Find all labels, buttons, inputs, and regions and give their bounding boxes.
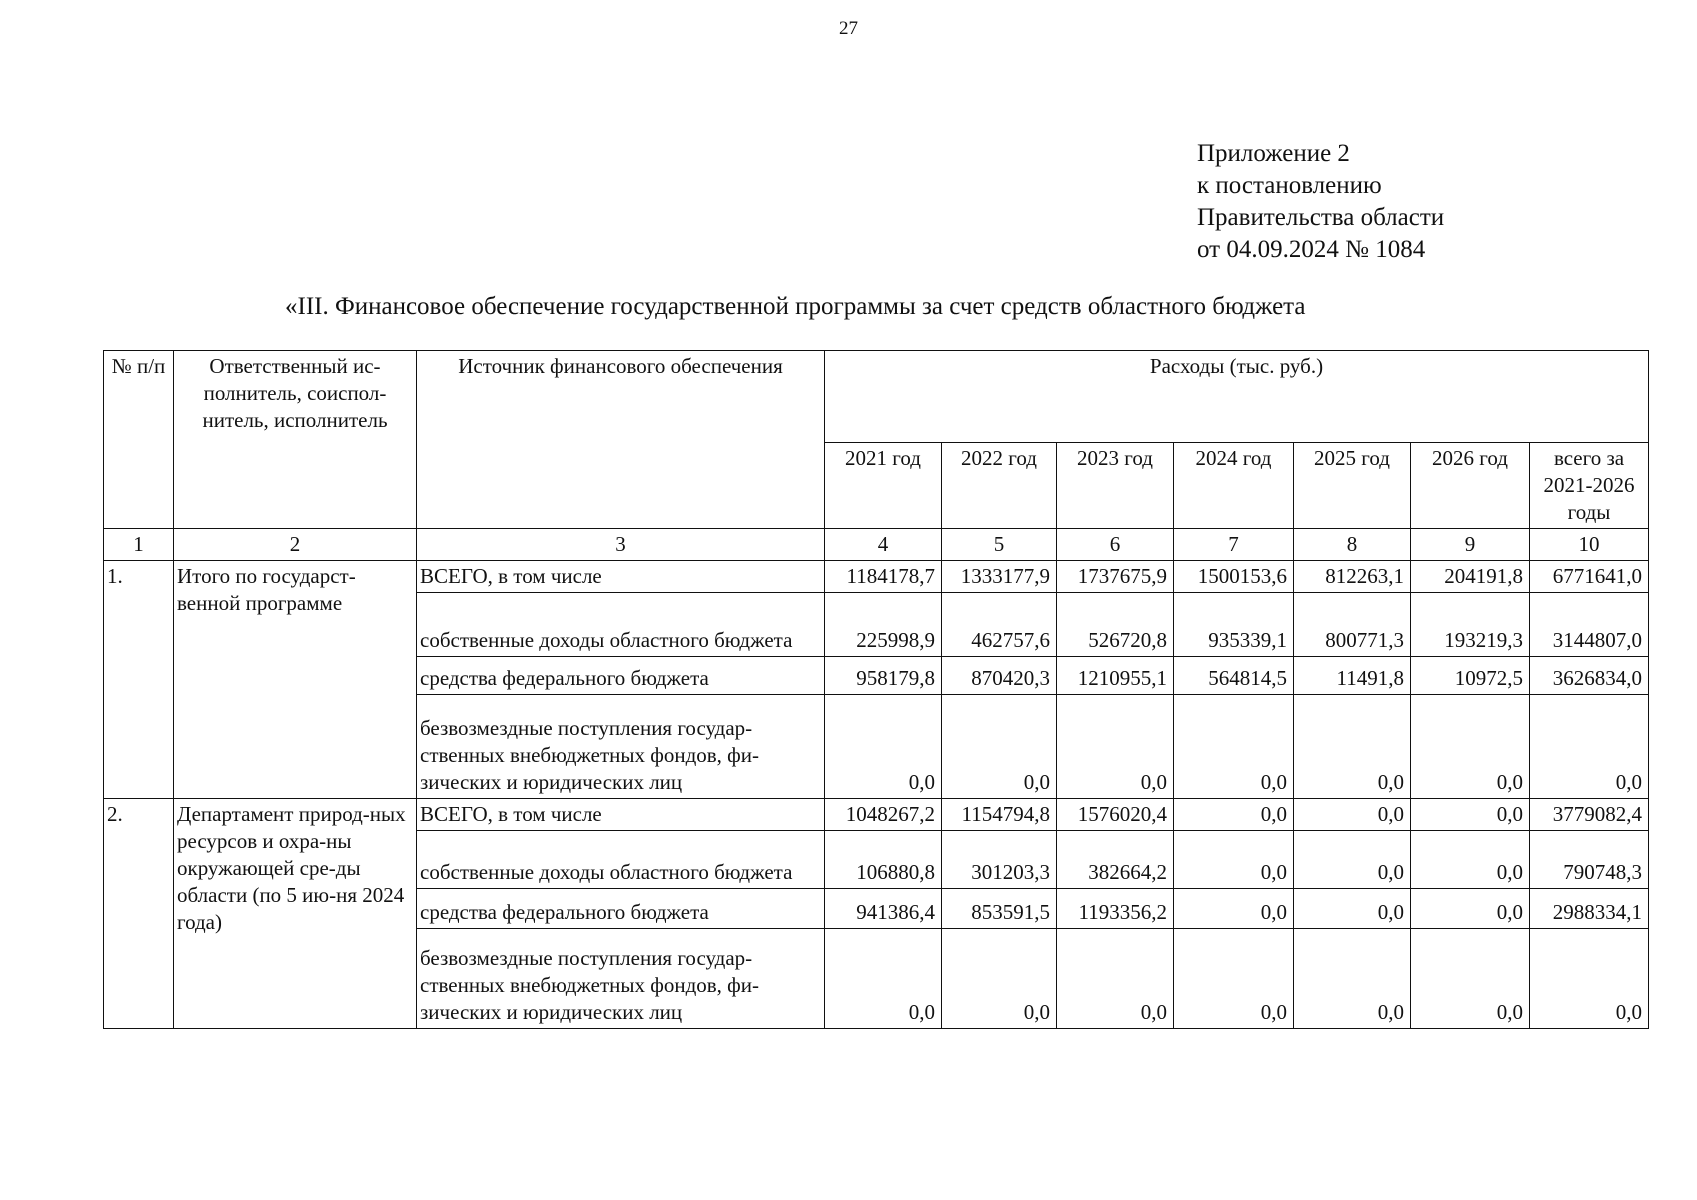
cell-value: 193219,3: [1411, 593, 1530, 657]
cell-value: 564814,5: [1174, 657, 1294, 695]
cell-value: 0,0: [1411, 831, 1530, 889]
cell-value: 0,0: [1294, 799, 1411, 831]
appendix-block: [1197, 138, 1444, 266]
cell-value: 0,0: [1294, 695, 1411, 799]
cell-value: 800771,3: [1294, 593, 1411, 657]
cell-value: 853591,5: [942, 889, 1057, 929]
header-year: 2024 год: [1174, 443, 1294, 529]
cell-value: 0,0: [1174, 695, 1294, 799]
cell-value: 0,0: [1174, 929, 1294, 1029]
table-row: [104, 561, 1649, 593]
cell-value: 1210955,1: [1057, 657, 1174, 695]
row-source: безвозмездные поступления государ-ственных внебюджетных фондов, фи-зических и юридических лиц: [417, 695, 825, 799]
cell-value: 6771641,0: [1530, 561, 1649, 593]
appendix-line: Приложение 2: [1197, 140, 1350, 167]
cell-value: 11491,8: [1294, 657, 1411, 695]
cell-value: 3626834,0: [1530, 657, 1649, 695]
cell-value: 0,0: [1174, 799, 1294, 831]
cell-value: 3144807,0: [1530, 593, 1649, 657]
row-executor: Итого по государст-венной программе: [174, 561, 417, 799]
cell-value: 0,0: [1294, 831, 1411, 889]
cell-value: 0,0: [1411, 929, 1530, 1029]
row-source: собственные доходы областного бюджета: [417, 831, 825, 889]
row-number: 1.: [104, 561, 174, 799]
cell-value: 2988334,1: [1530, 889, 1649, 929]
header-year: 2021 год: [825, 443, 942, 529]
table-row: [104, 799, 1649, 831]
cell-value: 870420,3: [942, 657, 1057, 695]
column-number: 1: [104, 529, 174, 561]
cell-value: 1154794,8: [942, 799, 1057, 831]
section-title: «III. Финансовое обеспечение государственной программы за счет средств областного бюджета: [285, 293, 1306, 320]
cell-value: 526720,8: [1057, 593, 1174, 657]
cell-value: 10972,5: [1411, 657, 1530, 695]
column-number: 6: [1057, 529, 1174, 561]
column-number: 3: [417, 529, 825, 561]
column-number: 2: [174, 529, 417, 561]
column-numbers-row: [104, 529, 1649, 561]
header-year: 2023 год: [1057, 443, 1174, 529]
cell-value: 935339,1: [1174, 593, 1294, 657]
cell-value: 0,0: [1057, 695, 1174, 799]
appendix-line: к постановлению: [1197, 172, 1382, 199]
header-year: 2026 год: [1411, 443, 1530, 529]
cell-value: 0,0: [1174, 831, 1294, 889]
cell-value: 0,0: [1294, 929, 1411, 1029]
column-number: 10: [1530, 529, 1649, 561]
cell-value: 1193356,2: [1057, 889, 1174, 929]
cell-value: 462757,6: [942, 593, 1057, 657]
column-number: 9: [1411, 529, 1530, 561]
header-year: 2025 год: [1294, 443, 1411, 529]
cell-value: 1576020,4: [1057, 799, 1174, 831]
column-number: 8: [1294, 529, 1411, 561]
cell-value: 3779082,4: [1530, 799, 1649, 831]
cell-value: 0,0: [1294, 889, 1411, 929]
cell-value: 790748,3: [1530, 831, 1649, 889]
row-source: средства федерального бюджета: [417, 889, 825, 929]
appendix-line: Правительства области: [1197, 204, 1445, 231]
page-number: 27: [839, 18, 858, 39]
cell-value: 1184178,7: [825, 561, 942, 593]
header-year-total: всего за 2021-2026 годы: [1530, 443, 1649, 529]
cell-value: 941386,4: [825, 889, 942, 929]
cell-value: 1333177,9: [942, 561, 1057, 593]
row-source: безвозмездные поступления государ-ственных внебюджетных фондов, фи-зических и юридических лиц: [417, 929, 825, 1029]
cell-value: 0,0: [942, 929, 1057, 1029]
row-source: ВСЕГО, в том числе: [417, 561, 825, 593]
header-year: 2022 год: [942, 443, 1057, 529]
cell-value: 0,0: [825, 929, 942, 1029]
cell-value: 0,0: [1411, 889, 1530, 929]
row-executor: Департамент природ-ных ресурсов и охра-ны окружающей сре-ды области (по 5 ию-ня 2024 года): [174, 799, 417, 1029]
cell-value: 0,0: [825, 695, 942, 799]
cell-value: 106880,8: [825, 831, 942, 889]
cell-value: 1737675,9: [1057, 561, 1174, 593]
row-source: собственные доходы областного бюджета: [417, 593, 825, 657]
row-source: средства федерального бюджета: [417, 657, 825, 695]
cell-value: 0,0: [1057, 929, 1174, 1029]
cell-value: 1048267,2: [825, 799, 942, 831]
cell-value: 0,0: [942, 695, 1057, 799]
header-num: № п/п: [104, 351, 174, 529]
cell-value: 0,0: [1530, 695, 1649, 799]
column-number: 7: [1174, 529, 1294, 561]
header-source: Источник финансового обеспечения: [417, 351, 825, 529]
financing-table: [103, 350, 1649, 1029]
row-number: 2.: [104, 799, 174, 1029]
cell-value: 0,0: [1411, 695, 1530, 799]
cell-value: 958179,8: [825, 657, 942, 695]
column-number: 4: [825, 529, 942, 561]
cell-value: 1500153,6: [1174, 561, 1294, 593]
cell-value: 225998,9: [825, 593, 942, 657]
cell-value: 0,0: [1174, 889, 1294, 929]
header-expenses: Расходы (тыс. руб.): [825, 351, 1649, 443]
cell-value: 812263,1: [1294, 561, 1411, 593]
appendix-line: от 04.09.2024 № 1084: [1197, 236, 1426, 263]
cell-value: 301203,3: [942, 831, 1057, 889]
header-executor: Ответственный ис-полнитель, соиспол-нитель, исполнитель: [174, 351, 417, 529]
column-number: 5: [942, 529, 1057, 561]
cell-value: 204191,8: [1411, 561, 1530, 593]
row-source: ВСЕГО, в том числе: [417, 799, 825, 831]
cell-value: 0,0: [1530, 929, 1649, 1029]
cell-value: 382664,2: [1057, 831, 1174, 889]
cell-value: 0,0: [1411, 799, 1530, 831]
